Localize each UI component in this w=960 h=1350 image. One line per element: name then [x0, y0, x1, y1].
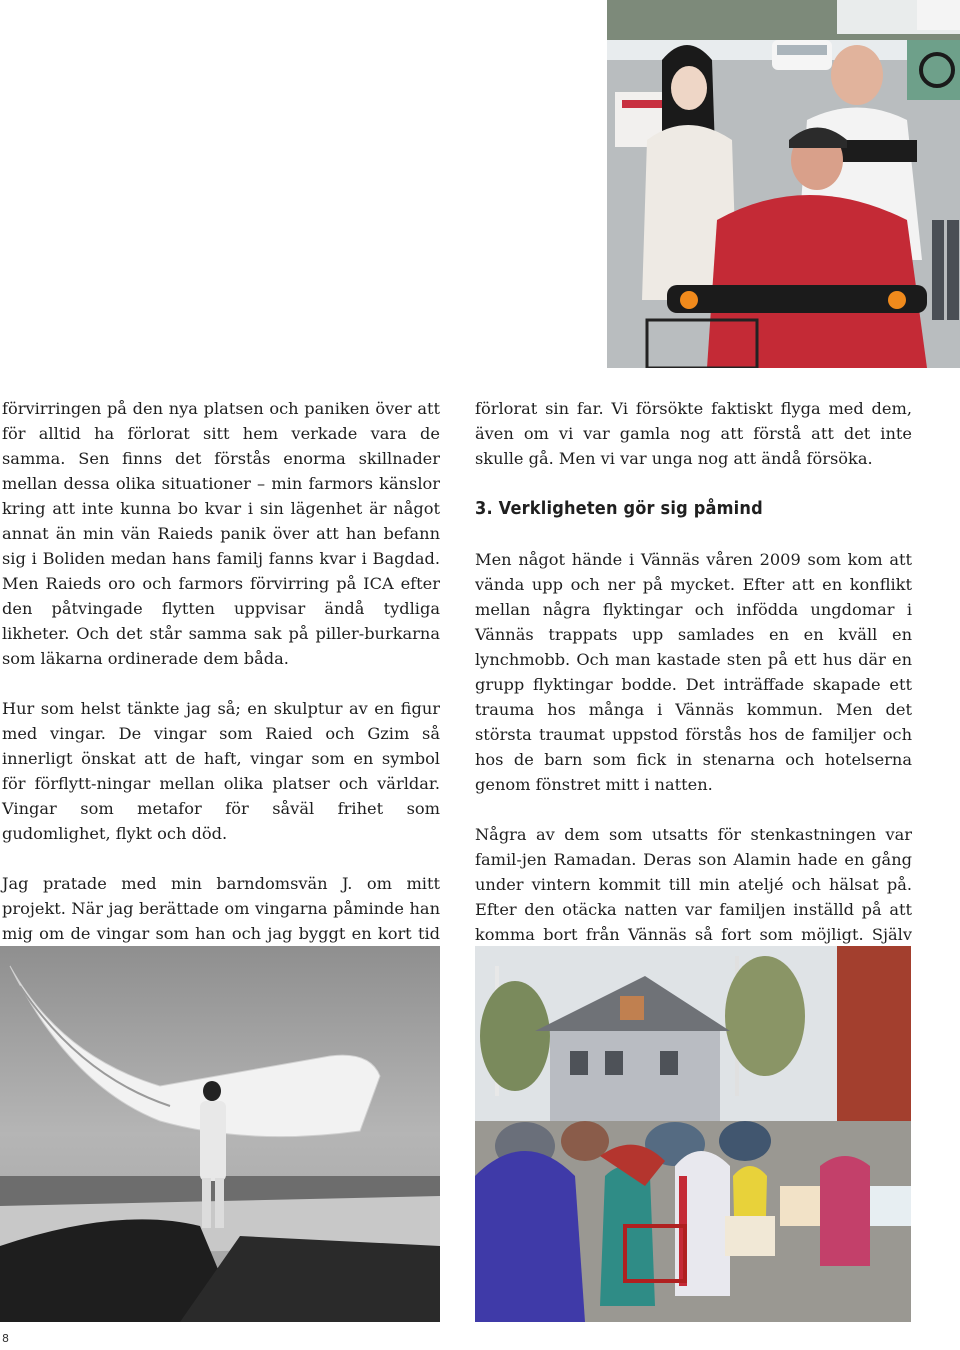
paragraph: Några av dem som utsatts för stenkastningen var famil-jen Ramadan. Deras son Alamin hade en gång under vintern kommit till min ateljé och hälsat på. Efter den otäcka natten var familjen inställd på att komma bort från Vännäs så fort som möjligt. Själv — [475, 825, 912, 944]
photo-crowd-gathering — [475, 946, 911, 1322]
paragraph: Jag pratade med min barndomsvän J. om mitt projekt. När jag berättade om vingarna påminde han mig om de vingar som han och jag byggt en kort tid — [2, 874, 440, 943]
text-column-right — [475, 396, 912, 997]
page-number: 8 — [2, 1332, 9, 1345]
paragraph: förvirringen på den nya platsen och paniken över att för alltid ha förlorat sitt hem verkade vara de samma. Sen finns det förstås enorma skillnader mellan dessa olika situationer – min farmors känslor kring att inte kunna bo kvar i sin lägenhet är något annat än min vän Raieds panik över att han befann sig i Boliden medan hans familj fanns kvar i Bagdad. Men Raieds oro och farmors förvirring på ICA efter den påtvingade flytten uppvisar ändå tydliga likheter. Och det står samma sak på piller-burkarna som läkarna ordinerade dem båda. — [2, 399, 440, 668]
photo-protest-street — [607, 0, 960, 368]
section-heading: 3. Verkligheten gör sig påmind — [475, 498, 763, 519]
text-column-left — [2, 396, 440, 996]
photo-winged-figure — [0, 946, 440, 1322]
paragraph: förlorat sin far. Vi försökte faktiskt flyga med dem, även om vi var gamla nog att förstå att det inte skulle gå. Men vi var unga nog att ändå försöka. — [475, 399, 912, 468]
paragraph: Hur som helst tänkte jag så; en skulptur av en figur med vingar. De vingar som Raied och Gzim så innerligt önskat att de haft, vingar som en symbol för förflytt-ningar mellan olika platser och världar. Vingar som metafor för såväl frihet som gudomlighet, flykt och död. — [2, 699, 440, 843]
paragraph: Men något hände i Vännäs våren 2009 som kom att vända upp och ner på mycket. Efter att en konflikt mellan några flyktingar och infödda ungdomar i Vännäs trappats upp samlades en en kväll en lynchmobb. Och man kastade sten på ett hus där en grupp flyktingar bodde. Det inträffade skapade ett trauma hos många i Vännäs kommun. Men det största traumat uppstod förstås hos de familjer och hos de barn som fick in stenarna och hotelserna genom fönstret mitt i natten. — [475, 550, 912, 794]
